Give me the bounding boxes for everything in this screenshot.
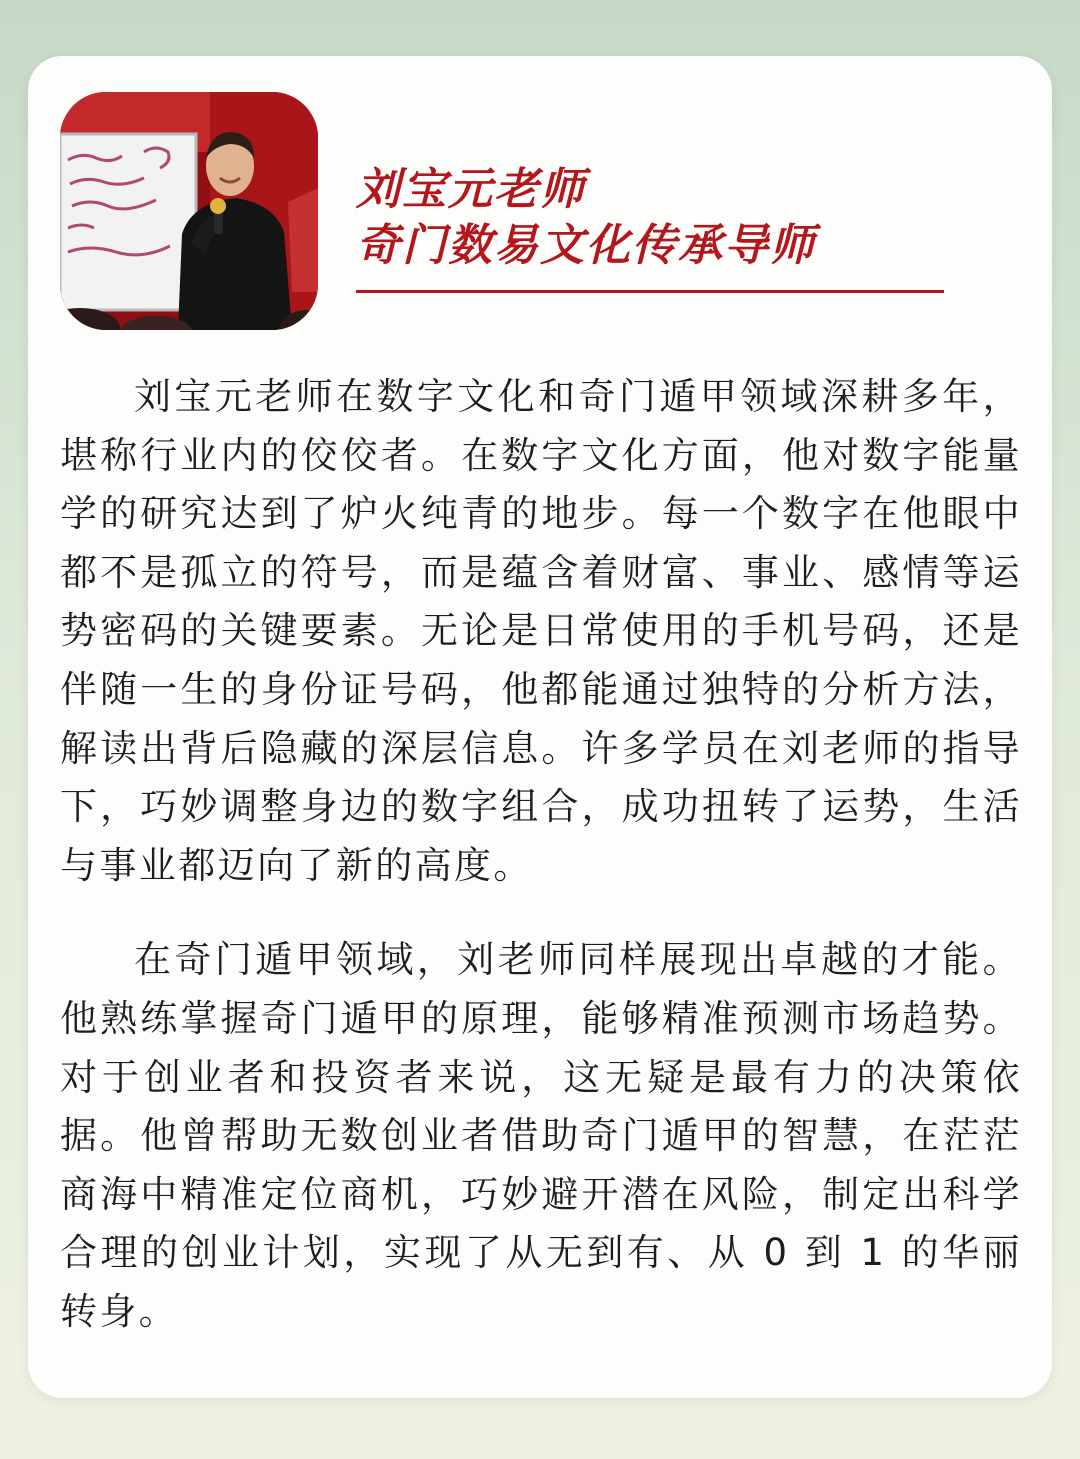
- teacher-portrait-icon: [60, 92, 318, 330]
- title-underline: [356, 290, 944, 293]
- teacher-name-title: 刘宝元老师: [356, 164, 586, 215]
- article-paragraph-2: 在奇门遁甲领域，刘老师同样展现出卓越的才能。他熟练掌握奇门遁甲的原理，能够精准预测市场趋势。对于创业者和投资者来说，这无疑是最有力的决策依据。他曾帮助无数创业者借助奇门遁甲的智慧，在茫茫商海中精准定位商机，巧妙避开潜在风险，制定出科学合理的创业计划，实现了从无到有、从 0 到 1 的华丽转身。: [60, 938, 1022, 1333]
- teacher-photo: [60, 92, 318, 330]
- heading-block: [356, 162, 944, 293]
- article-paragraph-1: 刘宝元老师在数字文化和奇门遁甲领域深耕多年，堪称行业内的佼佼者。在数字文化方面，他对数字能量学的研究达到了炉火纯青的地步。每一个数字在他眼中都不是孤立的符号，而是蕴含着财富、事业、感情等运势密码的关键要素。无论是日常使用的手机号码，还是伴随一生的身份证号码，他都能通过独特的分析方法，解读出背后隐藏的深层信息。许多学员在刘老师的指导下，巧妙调整身边的数字组合，成功扭转了运势，生活与事业都迈向了新的高度。: [60, 375, 1022, 887]
- content-card: [28, 56, 1052, 1398]
- article-body: [60, 368, 1022, 1342]
- teacher-role-title: 奇门数易文化传承导师: [356, 220, 816, 271]
